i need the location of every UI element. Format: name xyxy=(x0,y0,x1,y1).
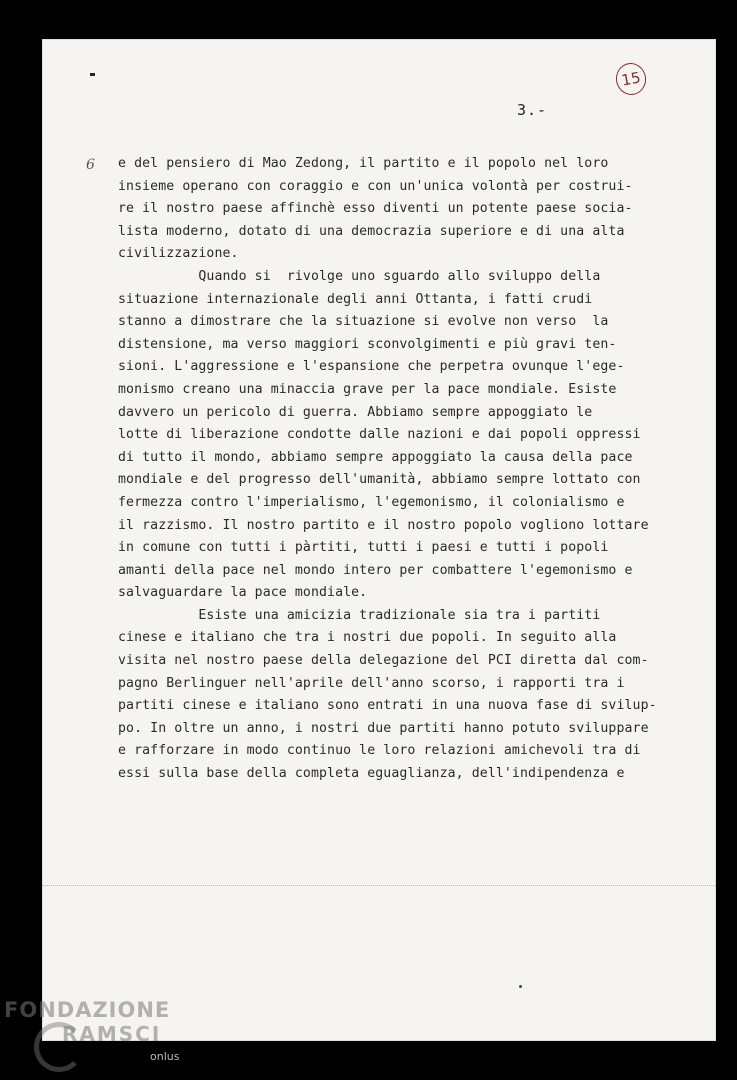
watermark-title: FONDAZIONE xyxy=(4,998,171,1022)
document-page xyxy=(42,39,716,1041)
text-line: lista moderno, dotato di una democrazia superiore e di una alta xyxy=(118,223,625,239)
text-line: po. In oltre un anno, i nostri due partiti hanno potuto sviluppare xyxy=(118,720,649,736)
text-line: fermezza contro l'imperialismo, l'egemonismo, il colonialismo e xyxy=(118,494,625,510)
page-number: 3.- xyxy=(517,101,548,119)
text-line: stanno a dimostrare che la situazione si evolve non verso la xyxy=(118,314,609,330)
watermark-name: RAMSCI xyxy=(62,1022,162,1046)
ink-dash-mark xyxy=(90,73,95,76)
fondazione-gramsci-watermark xyxy=(4,996,204,1076)
text-line: pagno Berlinguer nell'aprile dell'anno scorso, i rapporti tra i xyxy=(118,675,625,691)
text-line: e rafforzare in modo continuo le loro relazioni amichevoli tra di xyxy=(118,743,641,759)
text-line: partiti cinese e italiano sono entrati in una nuova fase di svilup- xyxy=(118,698,657,714)
text-line: e del pensiero di Mao Zedong, il partito e il popolo nel loro xyxy=(118,156,609,171)
text-line: sioni. L'aggressione e l'espansione che perpetra ovunque l'ege- xyxy=(118,359,625,375)
text-line: lotte di liberazione condotte dalle nazioni e dai popoli oppressi xyxy=(118,427,641,443)
fold-line xyxy=(42,885,716,886)
text-line: essi sulla base della completa eguaglianza, dell'indipendenza e xyxy=(118,766,625,782)
text-line: cinese e italiano che tra i nostri due popoli. In seguito alla xyxy=(118,630,617,646)
text-line: monismo creano una minaccia grave per la pace mondiale. Esiste xyxy=(118,381,617,397)
text-line: il razzismo. Il nostro partito e il nostro popolo vogliono lottare xyxy=(118,517,649,533)
text-line: salvaguardare la pace mondiale. xyxy=(118,585,368,601)
margin-annotation: 6 xyxy=(86,157,95,173)
text-line: insieme operano con coraggio e con un'unica volontà per costrui- xyxy=(118,178,633,194)
text-line: davvero un pericolo di guerra. Abbiamo sempre appoggiato le xyxy=(118,404,593,420)
text-line: amanti della pace nel mondo intero per combattere l'egemonismo e xyxy=(118,562,633,578)
text-line: mondiale e del progresso dell'umanità, abbiamo sempre lottato con xyxy=(118,472,641,488)
folio-stamp xyxy=(613,61,648,98)
ink-speck xyxy=(519,985,522,988)
text-line: di tutto il mondo, abbiamo sempre appoggiato la causa della pace xyxy=(118,449,633,465)
text-line: in comune con tutti i pàrtiti, tutti i paesi e tutti i popoli xyxy=(118,540,609,556)
text-line: Quando si rivolge uno sguardo allo sviluppo della xyxy=(118,268,601,284)
watermark-subtitle: onlus xyxy=(150,1050,180,1063)
text-line: Esiste una amicizia tradizionale sia tra i partiti xyxy=(118,607,601,623)
text-line: situazione internazionale degli anni Ottanta, i fatti crudi xyxy=(118,291,593,307)
text-line: distensione, ma verso maggiori sconvolgimenti e più gravi ten- xyxy=(118,336,617,352)
text-line: visita nel nostro paese della delegazione del PCI diretta dal com- xyxy=(118,653,649,669)
text-line: civilizzazione. xyxy=(118,246,239,262)
stamp-number: 15 xyxy=(620,68,642,90)
typed-text-block xyxy=(118,153,678,786)
text-line: re il nostro paese affinchè esso diventi un potente paese socia- xyxy=(118,201,633,217)
